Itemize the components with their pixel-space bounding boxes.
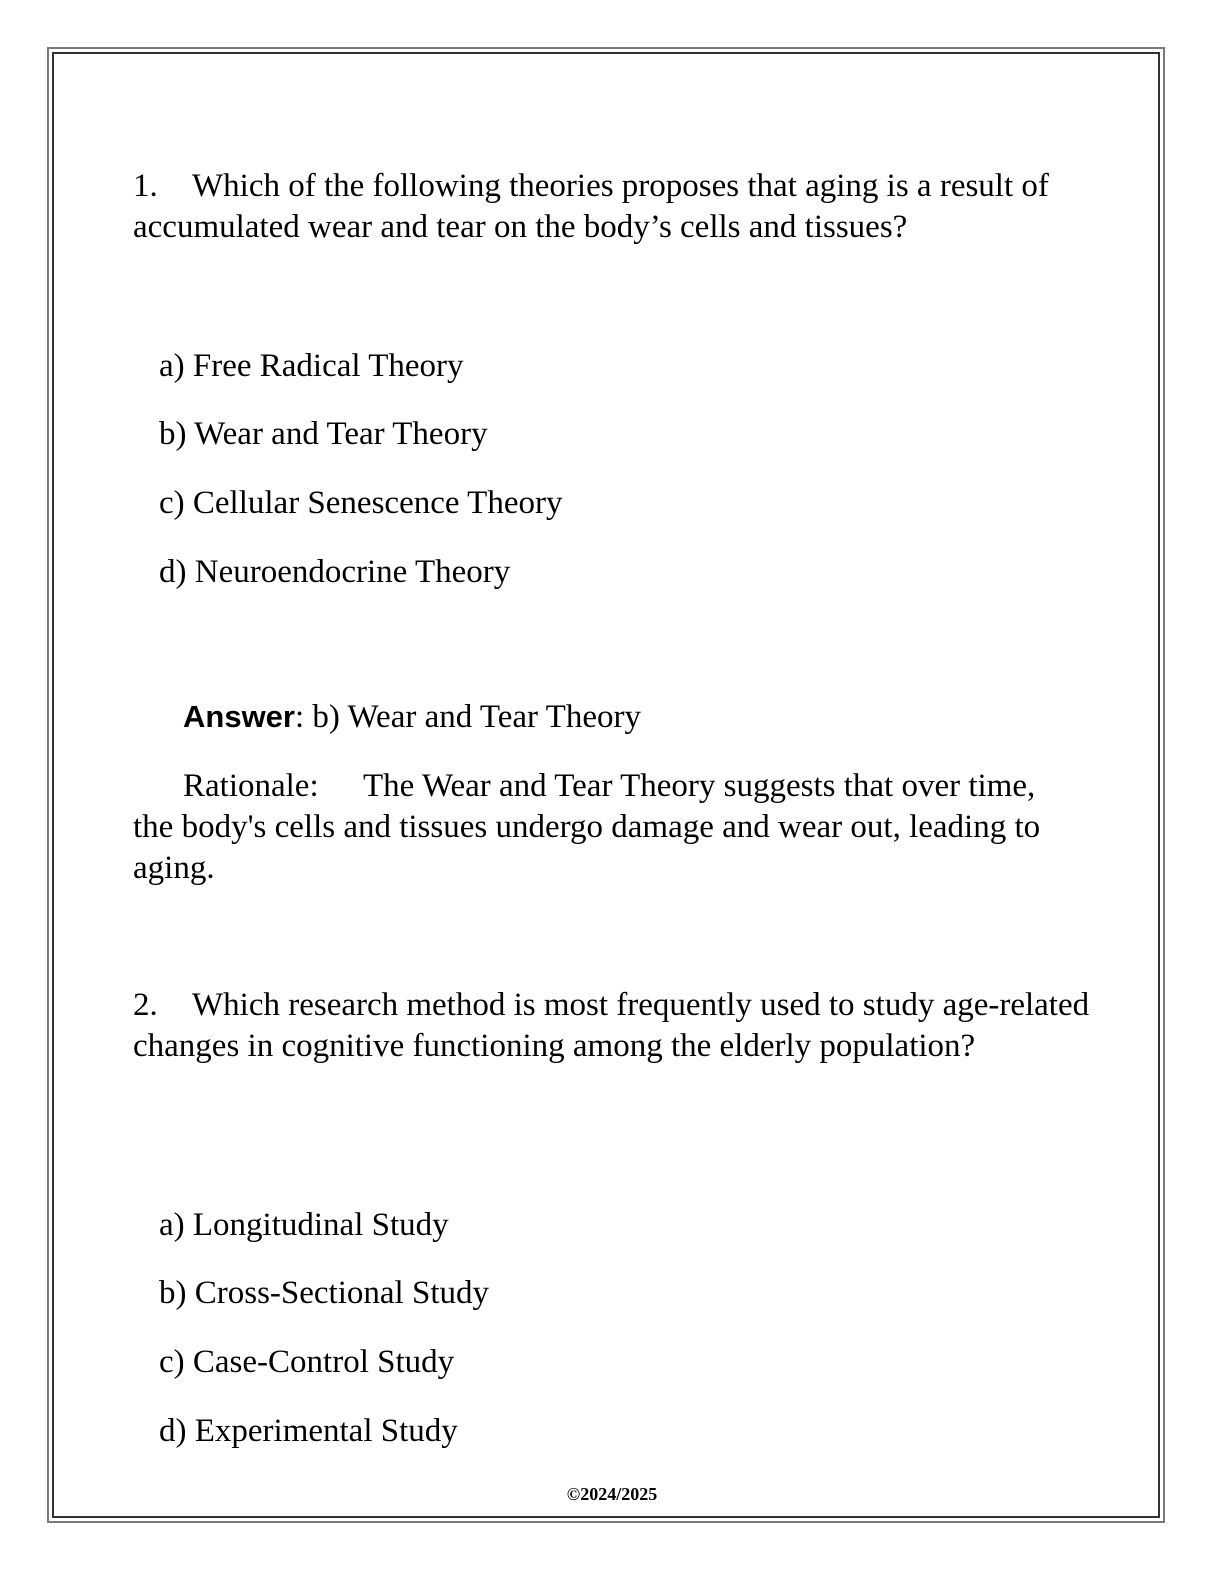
question-1-answer: [183, 696, 641, 738]
question-text: Which research method is most frequently used to study age-related changes in cognitive functioning among the elderly population?: [133, 987, 1090, 1064]
question-2-option-c: c) Case-Control Study: [159, 1344, 455, 1380]
question-number: 1.: [133, 168, 158, 204]
question-1-rationale: [133, 766, 1073, 889]
answer-label: Answer: [183, 699, 295, 734]
question-number: 2.: [133, 987, 158, 1023]
rationale-text: The Wear and Tear Theory suggests that over time, the body's cells and tissues undergo damage and wear out, leading to aging.: [133, 768, 1041, 886]
question-text: Which of the following theories proposes that aging is a result of accumulated wear and tear on the body’s cells and tissues?: [133, 168, 1049, 245]
rationale-label: Rationale:: [183, 768, 319, 804]
question-1-option-d: d) Neuroendocrine Theory: [159, 554, 511, 590]
question-2: [133, 985, 1093, 1067]
question-2-option-d: d) Experimental Study: [159, 1413, 458, 1449]
question-1-option-b: b) Wear and Tear Theory: [159, 416, 488, 452]
question-1-option-c: c) Cellular Senescence Theory: [159, 485, 563, 521]
answer-value: : b) Wear and Tear Theory: [294, 699, 641, 735]
question-2-option-a: a) Longitudinal Study: [159, 1207, 449, 1243]
question-1: [133, 166, 1093, 248]
question-2-option-b: b) Cross-Sectional Study: [159, 1275, 489, 1311]
copyright-footer: ©2024/2025: [566, 1484, 658, 1504]
question-1-option-a: a) Free Radical Theory: [159, 348, 464, 384]
